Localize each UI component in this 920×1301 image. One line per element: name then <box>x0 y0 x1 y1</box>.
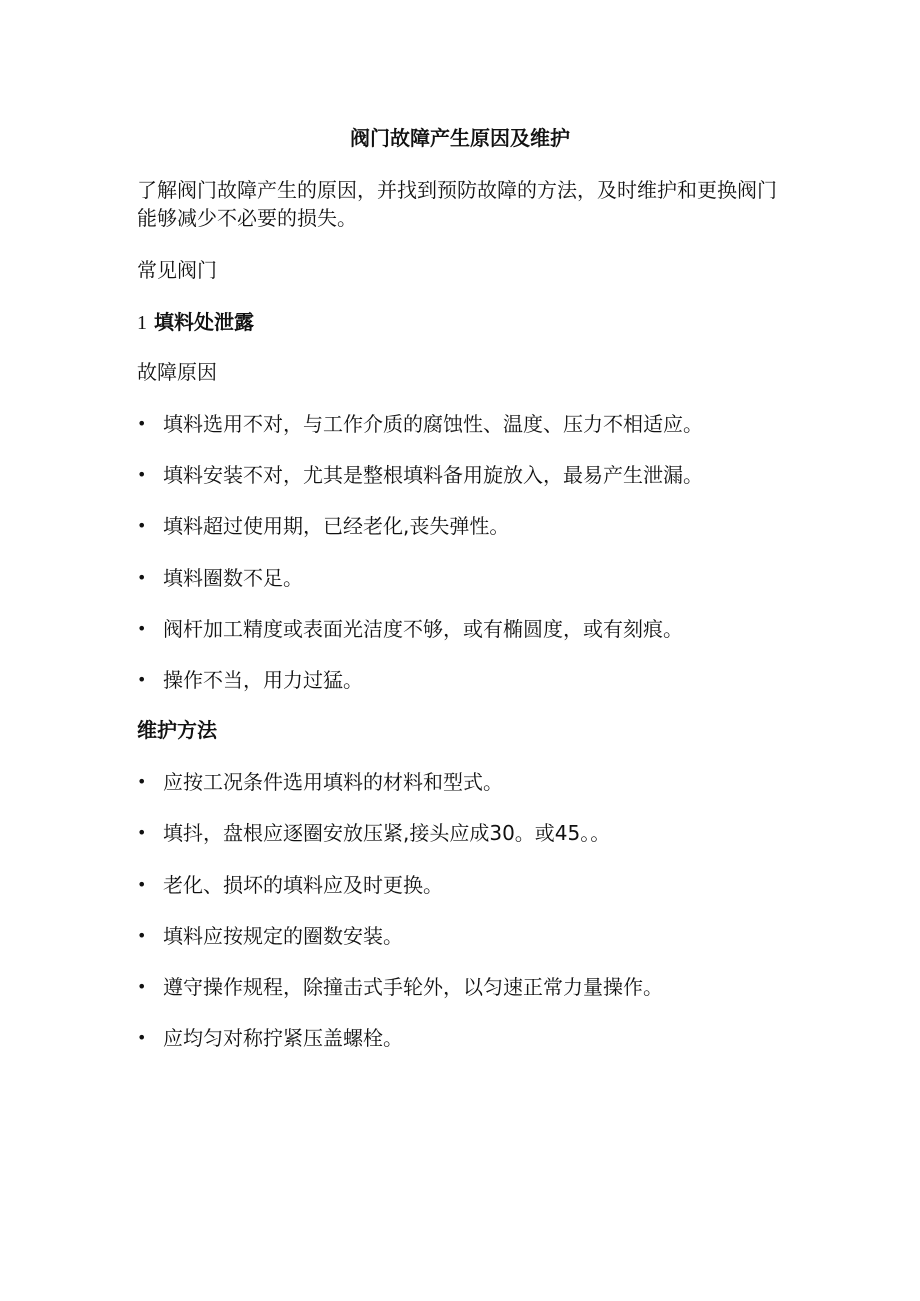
bullet-icon: • <box>137 1028 147 1047</box>
list-item-text: 老化、损坏的填料应及时更换。 <box>163 873 443 897</box>
list-item-text: 操作不当，用力过猛。 <box>163 668 363 692</box>
bullet-icon: • <box>137 414 147 433</box>
section-number: 1 <box>137 312 147 334</box>
list-item-text: 填抖，盘根应逐圈安放压紧,接头应成30。或45。。 <box>163 821 611 845</box>
section-heading <box>137 308 254 337</box>
intro-paragraph: 了解阀门故障产生的原因，并找到预防故障的方法，及时维护和更换阀门能够减少不必要的损失。 <box>137 178 777 230</box>
bullet-icon: • <box>137 823 147 842</box>
list-item-text: 填料应按规定的圈数安装。 <box>163 924 403 948</box>
subtitle-common-valves: 常见阀门 <box>137 258 217 282</box>
section-title: 填料处泄露 <box>153 310 254 334</box>
document-title: 阀门故障产生原因及维护 <box>350 126 570 150</box>
bullet-icon: • <box>137 465 147 484</box>
bullet-icon: • <box>137 619 147 638</box>
bullet-icon: • <box>137 926 147 945</box>
bullet-icon: • <box>137 516 147 535</box>
list-item-text: 填料超过使用期，已经老化,丧失弹性。 <box>163 514 510 538</box>
list-item-text: 应均匀对称拧紧压盖螺栓。 <box>163 1026 403 1050</box>
causes-heading: 故障原因 <box>137 360 217 384</box>
maintenance-heading: 维护方法 <box>137 718 217 742</box>
bullet-icon: • <box>137 977 147 996</box>
list-item-text: 填料安装不对，尤其是整根填料备用旋放入，最易产生泄漏。 <box>163 463 703 487</box>
list-item-text: 阀杆加工精度或表面光洁度不够，或有椭圆度，或有刻痕。 <box>163 617 683 641</box>
bullet-icon: • <box>137 670 147 689</box>
list-item-text: 填料圈数不足。 <box>163 566 303 590</box>
bullet-icon: • <box>137 772 147 791</box>
list-item-text: 填料选用不对，与工作介质的腐蚀性、温度、压力不相适应。 <box>163 412 703 436</box>
list-item-text: 遵守操作规程，除撞击式手轮外，以匀速正常力量操作。 <box>163 975 663 999</box>
bullet-icon: • <box>137 875 147 894</box>
list-item-text: 应按工况条件选用填料的材料和型式。 <box>163 770 503 794</box>
bullet-icon: • <box>137 568 147 587</box>
